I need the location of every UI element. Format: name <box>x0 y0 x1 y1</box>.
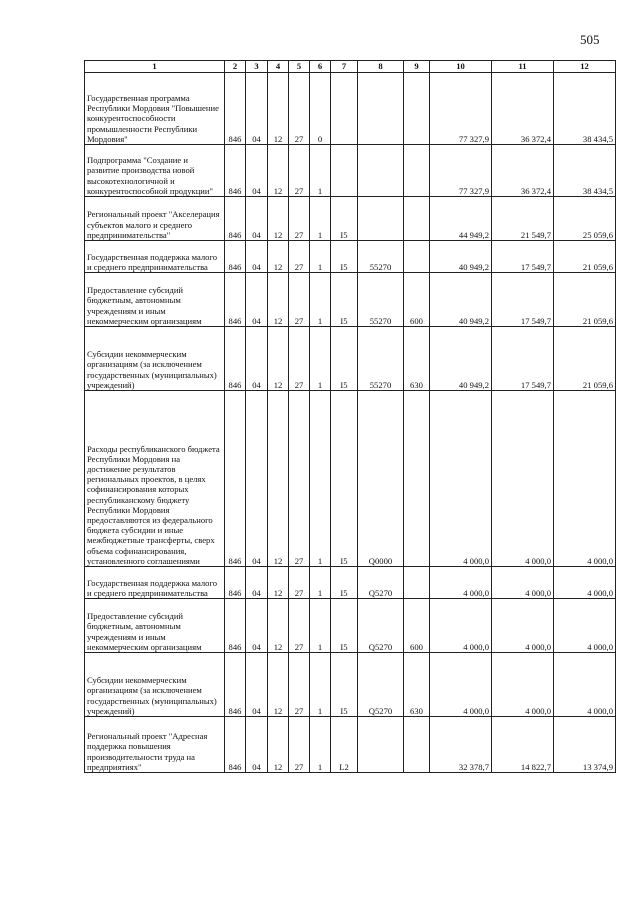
page-number: 505 <box>580 32 600 47</box>
row-name: Государственная поддержка малого и среднего предпринимательства <box>85 567 225 599</box>
cell-code: 846 <box>225 717 246 773</box>
cell-project: I5 <box>331 653 358 717</box>
cell-amount-10: 32 378,7 <box>430 717 492 773</box>
cell-amount-12: 21 059,6 <box>554 241 616 273</box>
cell-expense-type: 630 <box>404 653 430 717</box>
cell-amount-10: 4 000,0 <box>430 599 492 653</box>
cell-amount-11: 17 549,7 <box>492 241 554 273</box>
cell-code: 846 <box>225 327 246 391</box>
cell-amount-12: 38 434,5 <box>554 73 616 145</box>
header-row <box>85 61 616 73</box>
cell-project: I5 <box>331 273 358 327</box>
table-row <box>85 241 616 273</box>
cell-subprogram: 1 <box>310 599 331 653</box>
cell-program: 27 <box>289 599 310 653</box>
cell-section: 04 <box>246 391 268 567</box>
cell-subprogram: 0 <box>310 73 331 145</box>
cell-code: 846 <box>225 599 246 653</box>
cell-code: 846 <box>225 73 246 145</box>
cell-code: 846 <box>225 197 246 241</box>
cell-direction <box>358 197 404 241</box>
cell-amount-11: 21 549,7 <box>492 197 554 241</box>
cell-project: I5 <box>331 567 358 599</box>
cell-amount-10: 77 327,9 <box>430 145 492 197</box>
cell-project <box>331 73 358 145</box>
cell-section: 04 <box>246 273 268 327</box>
header-cell: 7 <box>331 61 358 73</box>
budget-table <box>84 60 616 773</box>
cell-amount-11: 4 000,0 <box>492 599 554 653</box>
cell-section: 04 <box>246 241 268 273</box>
cell-code: 846 <box>225 567 246 599</box>
cell-section: 04 <box>246 717 268 773</box>
table-row <box>85 197 616 241</box>
cell-amount-11: 4 000,0 <box>492 653 554 717</box>
cell-program: 27 <box>289 653 310 717</box>
cell-amount-10: 77 327,9 <box>430 73 492 145</box>
table-row <box>85 391 616 567</box>
cell-subprogram: 1 <box>310 145 331 197</box>
cell-program: 27 <box>289 241 310 273</box>
row-name: Подпрограмма "Создание и развитие производства новой высокотехнологичной и конкурентоспособной продукции" <box>85 145 225 197</box>
cell-amount-10: 40 949,2 <box>430 273 492 327</box>
cell-program: 27 <box>289 197 310 241</box>
cell-code: 846 <box>225 145 246 197</box>
cell-direction: 55270 <box>358 241 404 273</box>
cell-amount-10: 4 000,0 <box>430 653 492 717</box>
table-row <box>85 273 616 327</box>
header-cell: 10 <box>430 61 492 73</box>
cell-direction <box>358 73 404 145</box>
table-row <box>85 717 616 773</box>
header-cell: 3 <box>246 61 268 73</box>
cell-subprogram: 1 <box>310 717 331 773</box>
cell-amount-12: 4 000,0 <box>554 567 616 599</box>
cell-expense-type: 600 <box>404 599 430 653</box>
cell-section: 04 <box>246 327 268 391</box>
cell-direction: Q5270 <box>358 599 404 653</box>
cell-amount-11: 4 000,0 <box>492 391 554 567</box>
table-row <box>85 327 616 391</box>
row-name: Расходы республиканского бюджета Республики Мордовия на достижение результатов региональных проектов, в целях софинансирования которых республиканскому бюджету Республики Мордовия предоставляются из федерального бюджета субсидии и иные межбюджетные трансферты, сверх объема софинансирования, установленного соглашениями <box>85 391 225 567</box>
cell-section: 04 <box>246 599 268 653</box>
cell-project: I5 <box>331 391 358 567</box>
table-row <box>85 599 616 653</box>
cell-program: 27 <box>289 145 310 197</box>
cell-program: 27 <box>289 273 310 327</box>
cell-amount-11: 17 549,7 <box>492 273 554 327</box>
cell-direction: 55270 <box>358 273 404 327</box>
table-row <box>85 653 616 717</box>
cell-expense-type <box>404 567 430 599</box>
cell-program: 27 <box>289 391 310 567</box>
cell-subprogram: 1 <box>310 197 331 241</box>
header-cell: 5 <box>289 61 310 73</box>
cell-amount-11: 17 549,7 <box>492 327 554 391</box>
table-row <box>85 567 616 599</box>
cell-project: I5 <box>331 197 358 241</box>
header-cell: 8 <box>358 61 404 73</box>
cell-direction: Q5270 <box>358 567 404 599</box>
cell-project: I5 <box>331 327 358 391</box>
cell-subprogram: 1 <box>310 391 331 567</box>
table-row <box>85 145 616 197</box>
cell-expense-type: 600 <box>404 273 430 327</box>
cell-program: 27 <box>289 327 310 391</box>
cell-program: 27 <box>289 567 310 599</box>
row-name: Предоставление субсидий бюджетным, автономным учреждениям и иным некоммерческим организациям <box>85 273 225 327</box>
cell-direction <box>358 717 404 773</box>
cell-direction <box>358 145 404 197</box>
cell-expense-type <box>404 241 430 273</box>
header-cell: 4 <box>268 61 289 73</box>
cell-amount-10: 4 000,0 <box>430 391 492 567</box>
row-name: Региональный проект "Акселерация субъектов малого и среднего предпринимательства" <box>85 197 225 241</box>
cell-expense-type <box>404 391 430 567</box>
header-cell: 1 <box>85 61 225 73</box>
cell-subsection: 12 <box>268 145 289 197</box>
cell-subsection: 12 <box>268 273 289 327</box>
cell-expense-type <box>404 73 430 145</box>
row-name: Субсидии некоммерческим организациям (за исключением государственных (муниципальных) учреждений) <box>85 653 225 717</box>
cell-subprogram: 1 <box>310 273 331 327</box>
cell-subsection: 12 <box>268 327 289 391</box>
cell-amount-12: 21 059,6 <box>554 327 616 391</box>
cell-code: 846 <box>225 241 246 273</box>
cell-amount-12: 21 059,6 <box>554 273 616 327</box>
row-name: Государственная поддержка малого и среднего предпринимательства <box>85 241 225 273</box>
cell-amount-12: 4 000,0 <box>554 391 616 567</box>
cell-subsection: 12 <box>268 391 289 567</box>
header-cell: 11 <box>492 61 554 73</box>
cell-code: 846 <box>225 653 246 717</box>
cell-expense-type <box>404 717 430 773</box>
cell-amount-11: 14 822,7 <box>492 717 554 773</box>
cell-amount-10: 40 949,2 <box>430 241 492 273</box>
cell-amount-11: 4 000,0 <box>492 567 554 599</box>
cell-amount-12: 38 434,5 <box>554 145 616 197</box>
cell-project <box>331 145 358 197</box>
header-cell: 6 <box>310 61 331 73</box>
cell-subprogram: 1 <box>310 241 331 273</box>
cell-project: I5 <box>331 241 358 273</box>
cell-section: 04 <box>246 653 268 717</box>
cell-section: 04 <box>246 73 268 145</box>
header-cell: 9 <box>404 61 430 73</box>
cell-subprogram: 1 <box>310 567 331 599</box>
row-name: Региональный проект "Адресная поддержка повышения производительности труда на предприятиях" <box>85 717 225 773</box>
cell-section: 04 <box>246 567 268 599</box>
header-cell: 2 <box>225 61 246 73</box>
cell-code: 846 <box>225 273 246 327</box>
cell-amount-10: 44 949,2 <box>430 197 492 241</box>
cell-subsection: 12 <box>268 197 289 241</box>
cell-subprogram: 1 <box>310 327 331 391</box>
cell-subprogram: 1 <box>310 653 331 717</box>
cell-direction: Q5270 <box>358 653 404 717</box>
cell-amount-12: 13 374,9 <box>554 717 616 773</box>
cell-direction: 55270 <box>358 327 404 391</box>
cell-program: 27 <box>289 73 310 145</box>
cell-subsection: 12 <box>268 599 289 653</box>
cell-amount-12: 4 000,0 <box>554 653 616 717</box>
cell-section: 04 <box>246 197 268 241</box>
cell-direction: Q0000 <box>358 391 404 567</box>
row-name: Предоставление субсидий бюджетным, автономным учреждениям и иным некоммерческим организациям <box>85 599 225 653</box>
cell-amount-11: 36 372,4 <box>492 145 554 197</box>
row-name: Субсидии некоммерческим организациям (за исключением государственных (муниципальных) учреждений) <box>85 327 225 391</box>
table-row <box>85 73 616 145</box>
cell-expense-type <box>404 197 430 241</box>
cell-expense-type <box>404 145 430 197</box>
cell-subsection: 12 <box>268 717 289 773</box>
cell-amount-12: 25 059,6 <box>554 197 616 241</box>
cell-code: 846 <box>225 391 246 567</box>
cell-amount-11: 36 372,4 <box>492 73 554 145</box>
row-name: Государственная программа Республики Мордовия "Повышение конкурентоспособности промышленности Республики Мордовия" <box>85 73 225 145</box>
cell-program: 27 <box>289 717 310 773</box>
cell-project: L2 <box>331 717 358 773</box>
cell-amount-10: 40 949,2 <box>430 327 492 391</box>
header-cell: 12 <box>554 61 616 73</box>
cell-subsection: 12 <box>268 73 289 145</box>
cell-amount-10: 4 000,0 <box>430 567 492 599</box>
cell-amount-12: 4 000,0 <box>554 599 616 653</box>
cell-subsection: 12 <box>268 241 289 273</box>
cell-subsection: 12 <box>268 653 289 717</box>
cell-section: 04 <box>246 145 268 197</box>
cell-expense-type: 630 <box>404 327 430 391</box>
cell-project: I5 <box>331 599 358 653</box>
cell-subsection: 12 <box>268 567 289 599</box>
